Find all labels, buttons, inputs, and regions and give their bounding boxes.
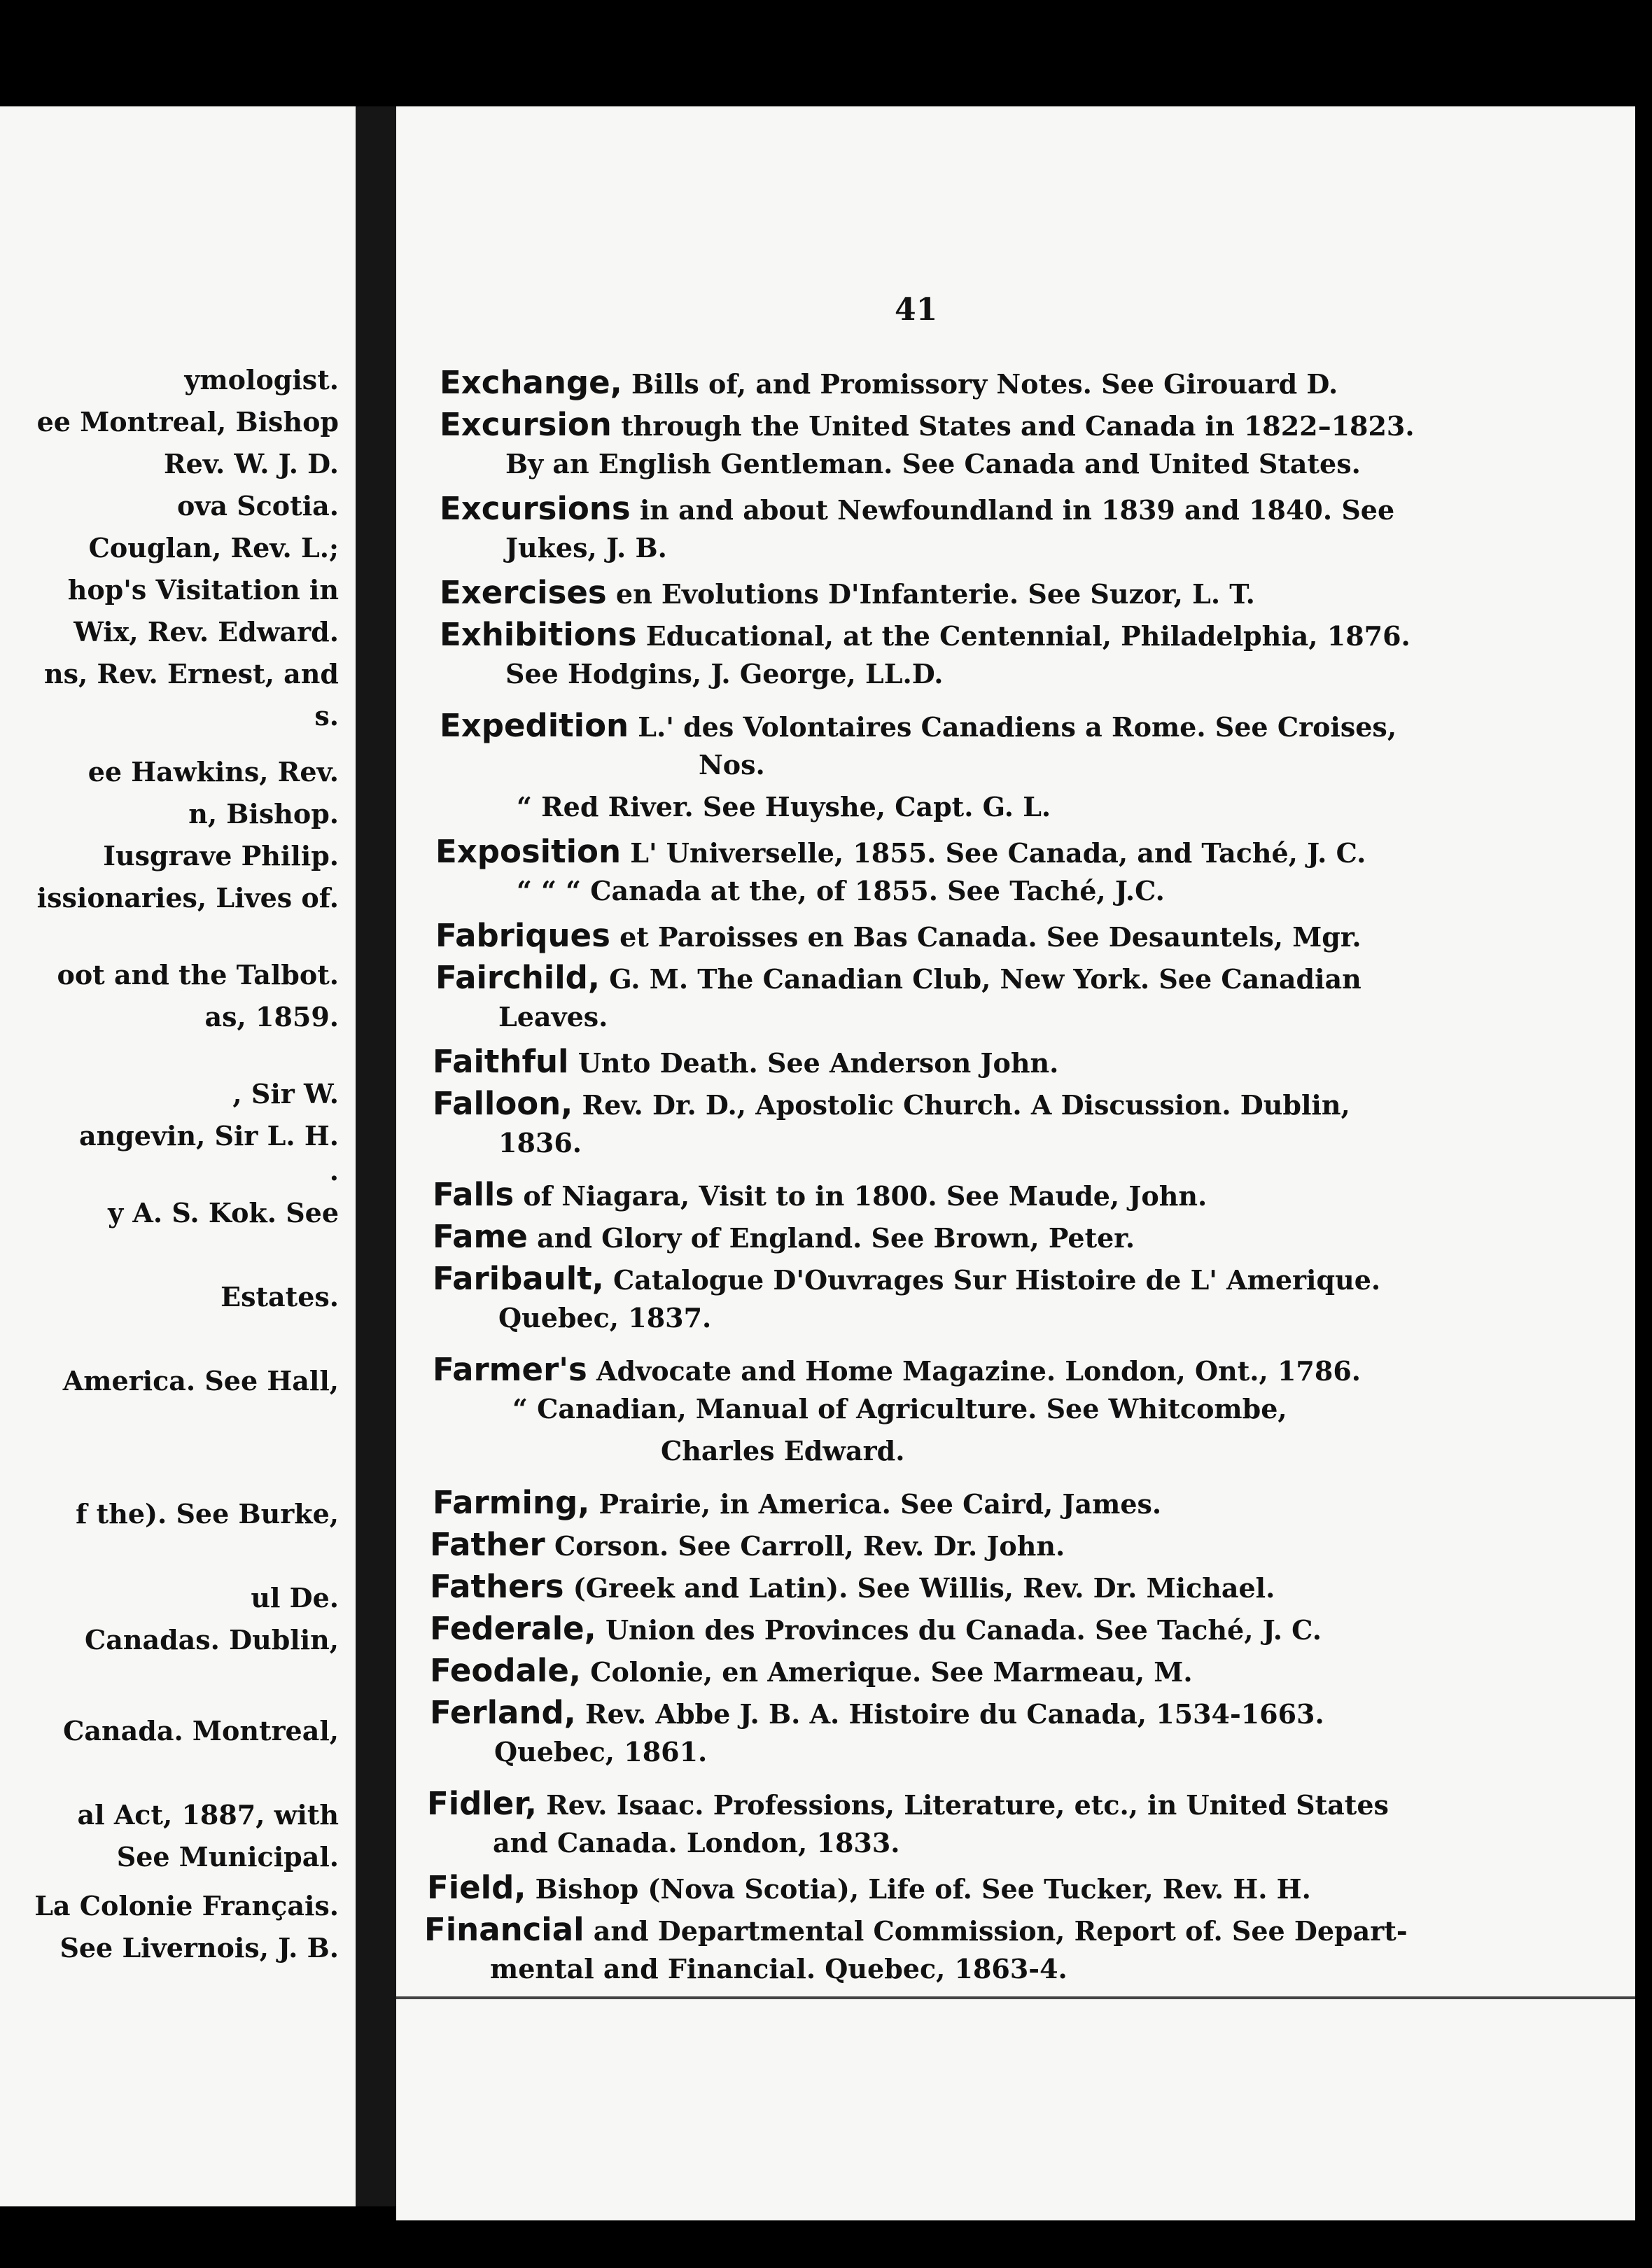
entry-headword: Exercises bbox=[440, 574, 607, 611]
entry-text: en Evolutions D'Infanterie. See Suzor, L. T. bbox=[606, 578, 1255, 610]
entry-text: Rev. Dr. D., Apostolic Church. A Discussion. Dublin, bbox=[573, 1089, 1350, 1121]
entry-text: “ Canadian, Manual of Agriculture. See Whitcombe, bbox=[512, 1393, 1287, 1424]
entry-headword: Fabriques bbox=[435, 917, 610, 954]
entry-text: G. M. The Canadian Club, New York. See Canadian bbox=[599, 963, 1362, 995]
left-page-line: ul De. bbox=[251, 1582, 339, 1614]
index-entry bbox=[430, 1526, 1065, 1563]
entry-headword: Falls bbox=[433, 1176, 514, 1213]
entry-headword: Father bbox=[430, 1526, 545, 1563]
index-entry bbox=[433, 1085, 1350, 1122]
left-page-line: y A. S. Kok. See bbox=[108, 1197, 339, 1228]
entry-text: et Paroisses en Bas Canada. See Desauntels, Mgr. bbox=[610, 921, 1362, 953]
left-page-line: ns, Rev. Ernest, and bbox=[44, 658, 339, 690]
entry-headword: Excursion bbox=[440, 406, 612, 443]
index-entry bbox=[427, 1869, 1311, 1906]
index-entry-continuation bbox=[517, 791, 1051, 822]
entry-text: Jukes, J. B. bbox=[505, 532, 667, 564]
left-page-line: . bbox=[329, 1155, 339, 1186]
entry-text: Catalogue D'Ouvrages Sur Histoire de L' Amerique. bbox=[603, 1264, 1381, 1296]
index-entry-continuation bbox=[512, 1393, 1287, 1424]
left-page-line: America. See Hall, bbox=[62, 1365, 339, 1396]
left-page-line: ymologist. bbox=[184, 364, 339, 396]
entry-headword: Fathers bbox=[430, 1568, 564, 1605]
index-entry bbox=[440, 574, 1255, 611]
index-entry-continuation bbox=[493, 1827, 900, 1858]
entry-headword: Exhibitions bbox=[440, 616, 637, 653]
index-entry bbox=[440, 707, 1396, 744]
left-page-line: angevin, Sir L. H. bbox=[78, 1120, 339, 1152]
left-page-line: La Colonie Français. bbox=[34, 1890, 339, 1921]
entry-text: Advocate and Home Magazine. London, Ont., 1786. bbox=[587, 1355, 1361, 1387]
entry-text: mental and Financial. Quebec, 1863-4. bbox=[490, 1953, 1068, 1984]
index-entry-continuation bbox=[498, 1302, 711, 1334]
entry-text: Corson. See Carroll, Rev. Dr. John. bbox=[545, 1530, 1065, 1562]
index-entry bbox=[435, 917, 1362, 954]
entry-text: Unto Death. See Anderson John. bbox=[568, 1047, 1059, 1079]
entry-headword: Excursions bbox=[440, 490, 631, 527]
entry-headword: Exchange, bbox=[440, 364, 622, 401]
left-page-line: ee Montreal, Bishop bbox=[36, 406, 339, 438]
index-entry-continuation bbox=[498, 1127, 582, 1158]
entry-text: through the United States and Canada in 1822–1823. bbox=[611, 410, 1415, 442]
left-page-line: Couglan, Rev. L.; bbox=[88, 532, 339, 564]
index-entry-continuation bbox=[505, 658, 944, 690]
page-number: 41 bbox=[895, 292, 938, 328]
entry-headword: Fairchild, bbox=[435, 959, 600, 996]
index-entry bbox=[433, 1351, 1361, 1388]
left-page-line: oot and the Talbot. bbox=[57, 959, 339, 990]
entry-headword: Faithful bbox=[433, 1043, 569, 1080]
index-entry-continuation bbox=[494, 1736, 707, 1768]
entry-headword: Financial bbox=[424, 1911, 584, 1948]
index-entry bbox=[440, 490, 1394, 527]
index-entry bbox=[433, 1484, 1161, 1521]
left-page-line: Rev. W. J. D. bbox=[163, 448, 339, 479]
index-entry bbox=[440, 616, 1410, 653]
entry-headword: Fidler, bbox=[427, 1785, 537, 1822]
entry-headword: Faribault, bbox=[433, 1260, 604, 1297]
entry-headword: Farmer's bbox=[433, 1351, 587, 1388]
entry-text: Bishop (Nova Scotia), Life of. See Tucker, Rev. H. H. bbox=[526, 1873, 1311, 1905]
entry-text: “ “ “ Canada at the, of 1855. See Taché, J.C. bbox=[517, 875, 1165, 906]
left-page-line: Wix, Rev. Edward. bbox=[74, 616, 339, 648]
entry-headword: Fame bbox=[433, 1218, 528, 1255]
index-entry bbox=[435, 833, 1366, 870]
index-entry-continuation bbox=[490, 1953, 1068, 1984]
entry-text: in and about Newfoundland in 1839 and 1840. See bbox=[630, 494, 1395, 526]
left-page-line: , Sir W. bbox=[232, 1078, 339, 1110]
left-page-line: issionaries, Lives of. bbox=[36, 882, 339, 913]
index-entry-continuation bbox=[505, 532, 667, 564]
left-page-line: al Act, 1887, with bbox=[77, 1799, 339, 1830]
entry-headword: Ferland, bbox=[430, 1694, 576, 1731]
entry-headword: Exposition bbox=[435, 833, 621, 870]
index-entry-continuation bbox=[505, 448, 1361, 479]
page-fold-line bbox=[396, 1996, 1635, 1999]
entry-text: Prairie, in America. See Caird, James. bbox=[589, 1488, 1162, 1520]
index-page bbox=[396, 106, 1635, 2220]
left-page-line: ova Scotia. bbox=[176, 490, 339, 522]
left-page-line: ee Hawkins, Rev. bbox=[88, 756, 339, 788]
index-entry-continuation bbox=[699, 749, 765, 780]
entry-text: Quebec, 1837. bbox=[498, 1302, 712, 1334]
entry-text: and Glory of England. See Brown, Peter. bbox=[527, 1222, 1135, 1254]
entry-text: “ Red River. See Huyshe, Capt. G. L. bbox=[517, 791, 1051, 822]
index-entry-continuation bbox=[517, 875, 1165, 906]
entry-headword: Field, bbox=[427, 1869, 526, 1906]
entry-text: Nos. bbox=[699, 749, 765, 780]
entry-text: Rev. Isaac. Professions, Literature, etc., in United States bbox=[537, 1789, 1389, 1821]
index-entry bbox=[430, 1652, 1193, 1689]
index-entry bbox=[430, 1610, 1322, 1647]
entry-text: Leaves. bbox=[498, 1001, 608, 1032]
index-entry-continuation bbox=[661, 1435, 904, 1466]
left-page-line: Estates. bbox=[220, 1281, 339, 1312]
index-entry bbox=[440, 406, 1415, 443]
entry-text: Union des Provinces du Canada. See Taché, J. C. bbox=[596, 1614, 1322, 1646]
entry-headword: Feodale, bbox=[430, 1652, 581, 1689]
index-entry bbox=[430, 1568, 1275, 1605]
left-page-line: See Livernois, J. B. bbox=[59, 1932, 339, 1963]
left-facing-page bbox=[0, 106, 356, 2206]
entry-text: (Greek and Latin). See Willis, Rev. Dr. Michael. bbox=[564, 1572, 1275, 1604]
entry-text: Quebec, 1861. bbox=[494, 1736, 708, 1768]
entry-text: Charles Edward. bbox=[661, 1435, 905, 1466]
index-entry bbox=[440, 364, 1338, 401]
left-page-line: Canadas. Dublin, bbox=[84, 1624, 339, 1656]
left-page-line: See Municipal. bbox=[116, 1841, 339, 1872]
left-page-line: Iusgrave Philip. bbox=[103, 840, 339, 872]
entry-headword: Federale, bbox=[430, 1610, 596, 1647]
left-page-line: f the). See Burke, bbox=[76, 1498, 339, 1530]
entry-text: Colonie, en Amerique. See Marmeau, M. bbox=[580, 1656, 1193, 1688]
entry-text: 1836. bbox=[498, 1127, 582, 1158]
left-page-line: n, Bishop. bbox=[188, 798, 339, 830]
entry-headword: Farming, bbox=[433, 1484, 590, 1521]
left-page-line: hop's Visitation in bbox=[67, 574, 339, 606]
index-entry bbox=[435, 959, 1362, 996]
index-entry bbox=[427, 1785, 1389, 1822]
left-page-line: s. bbox=[314, 700, 339, 732]
entry-headword: Expedition bbox=[440, 707, 629, 744]
entry-text: of Niagara, Visit to in 1800. See Maude, John. bbox=[514, 1180, 1208, 1212]
entry-text: and Canada. London, 1833. bbox=[493, 1827, 900, 1858]
book-spine bbox=[356, 106, 398, 2206]
left-page-line: Canada. Montreal, bbox=[63, 1715, 339, 1746]
index-entry-continuation bbox=[498, 1001, 608, 1032]
index-entry bbox=[433, 1043, 1058, 1080]
index-entry bbox=[430, 1694, 1324, 1731]
entry-text: and Departmental Commission, Report of. See Depart- bbox=[584, 1915, 1408, 1947]
index-entry bbox=[433, 1218, 1135, 1255]
index-entry bbox=[433, 1260, 1380, 1297]
entry-headword: Falloon, bbox=[433, 1085, 573, 1122]
index-entry bbox=[424, 1911, 1408, 1948]
entry-text: L.' des Volontaires Canadiens a Rome. See Croises, bbox=[629, 711, 1397, 743]
entry-text: By an English Gentleman. See Canada and United States. bbox=[505, 448, 1361, 479]
entry-text: Rev. Abbe J. B. A. Histoire du Canada, 1534-1663. bbox=[575, 1698, 1324, 1730]
entry-text: Educational, at the Centennial, Philadelphia, 1876. bbox=[636, 620, 1410, 652]
index-entry bbox=[433, 1176, 1207, 1213]
entry-text: See Hodgins, J. George, LL.D. bbox=[505, 658, 944, 690]
entry-text: Bills of, and Promissory Notes. See Girouard D. bbox=[622, 368, 1338, 400]
left-page-line: as, 1859. bbox=[204, 1001, 339, 1032]
entry-text: L' Universelle, 1855. See Canada, and Taché, J. C. bbox=[621, 837, 1366, 869]
